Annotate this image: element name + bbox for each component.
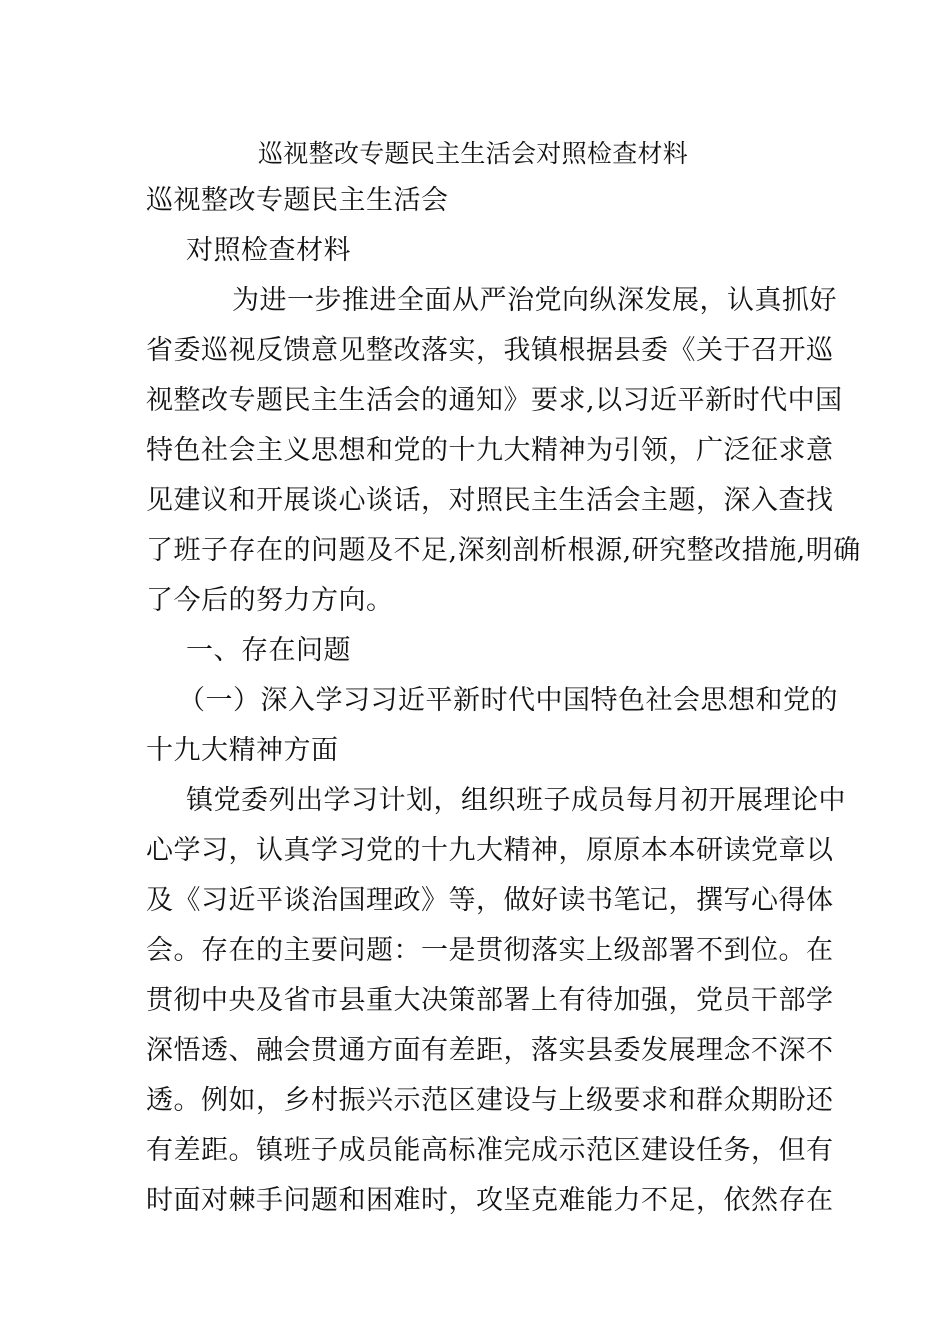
body-line: 镇党委列出学习计划，组织班子成员每月初开展理论中 [186,785,846,816]
intro-line: 了班子存在的问题及不足,深刻剖析根源,研究整改措施,明确 [146,535,861,566]
body-line: 及《习近平谈治国理政》等，做好读书笔记，撰写心得体 [146,885,834,916]
subsection-heading-line: 十九大精神方面 [146,735,339,766]
intro-line: 见建议和开展谈心谈话，对照民主生活会主题，深入查找 [146,485,834,516]
subsection-heading-line: （一）深入学习习近平新时代中国特色社会思想和党的 [178,685,838,716]
body-line: 有差距。镇班子成员能高标准完成示范区建设任务，但有 [146,1135,834,1166]
intro-line: 省委巡视反馈意见整改落实，我镇根据县委《关于召开巡 [146,335,834,366]
section-heading: 一、存在问题 [186,635,351,666]
intro-line: 特色社会主义思想和党的十九大精神为引领，广泛征求意 [146,435,834,466]
document-title: 巡视整改专题民主生活会对照检查材料 [258,139,689,168]
body-line: 贯彻中央及省市县重大决策部署上有待加强，党员干部学 [146,985,834,1016]
intro-line: 了今后的努力方向。 [146,585,394,616]
body-line: 透。例如，乡村振兴示范区建设与上级要求和群众期盼还 [146,1085,834,1116]
body-line: 心学习，认真学习党的十九大精神，原原本本研读党章以 [146,835,834,866]
body-line: 时面对棘手问题和困难时，攻坚克难能力不足，依然存在 [146,1185,834,1216]
body-line: 深悟透、融会贯通方面有差距，落实县委发展理念不深不 [146,1035,834,1066]
intro-line: 视整改专题民主生活会的通知》要求,以习近平新时代中国 [146,385,843,416]
heading-line-2: 对照检查材料 [186,235,351,266]
body-line: 会。存在的主要问题：一是贯彻落实上级部署不到位。在 [146,935,834,966]
heading-line-1: 巡视整改专题民主生活会 [146,185,449,216]
intro-line: 为进一步推进全面从严治党向纵深发展，认真抓好 [232,285,837,316]
